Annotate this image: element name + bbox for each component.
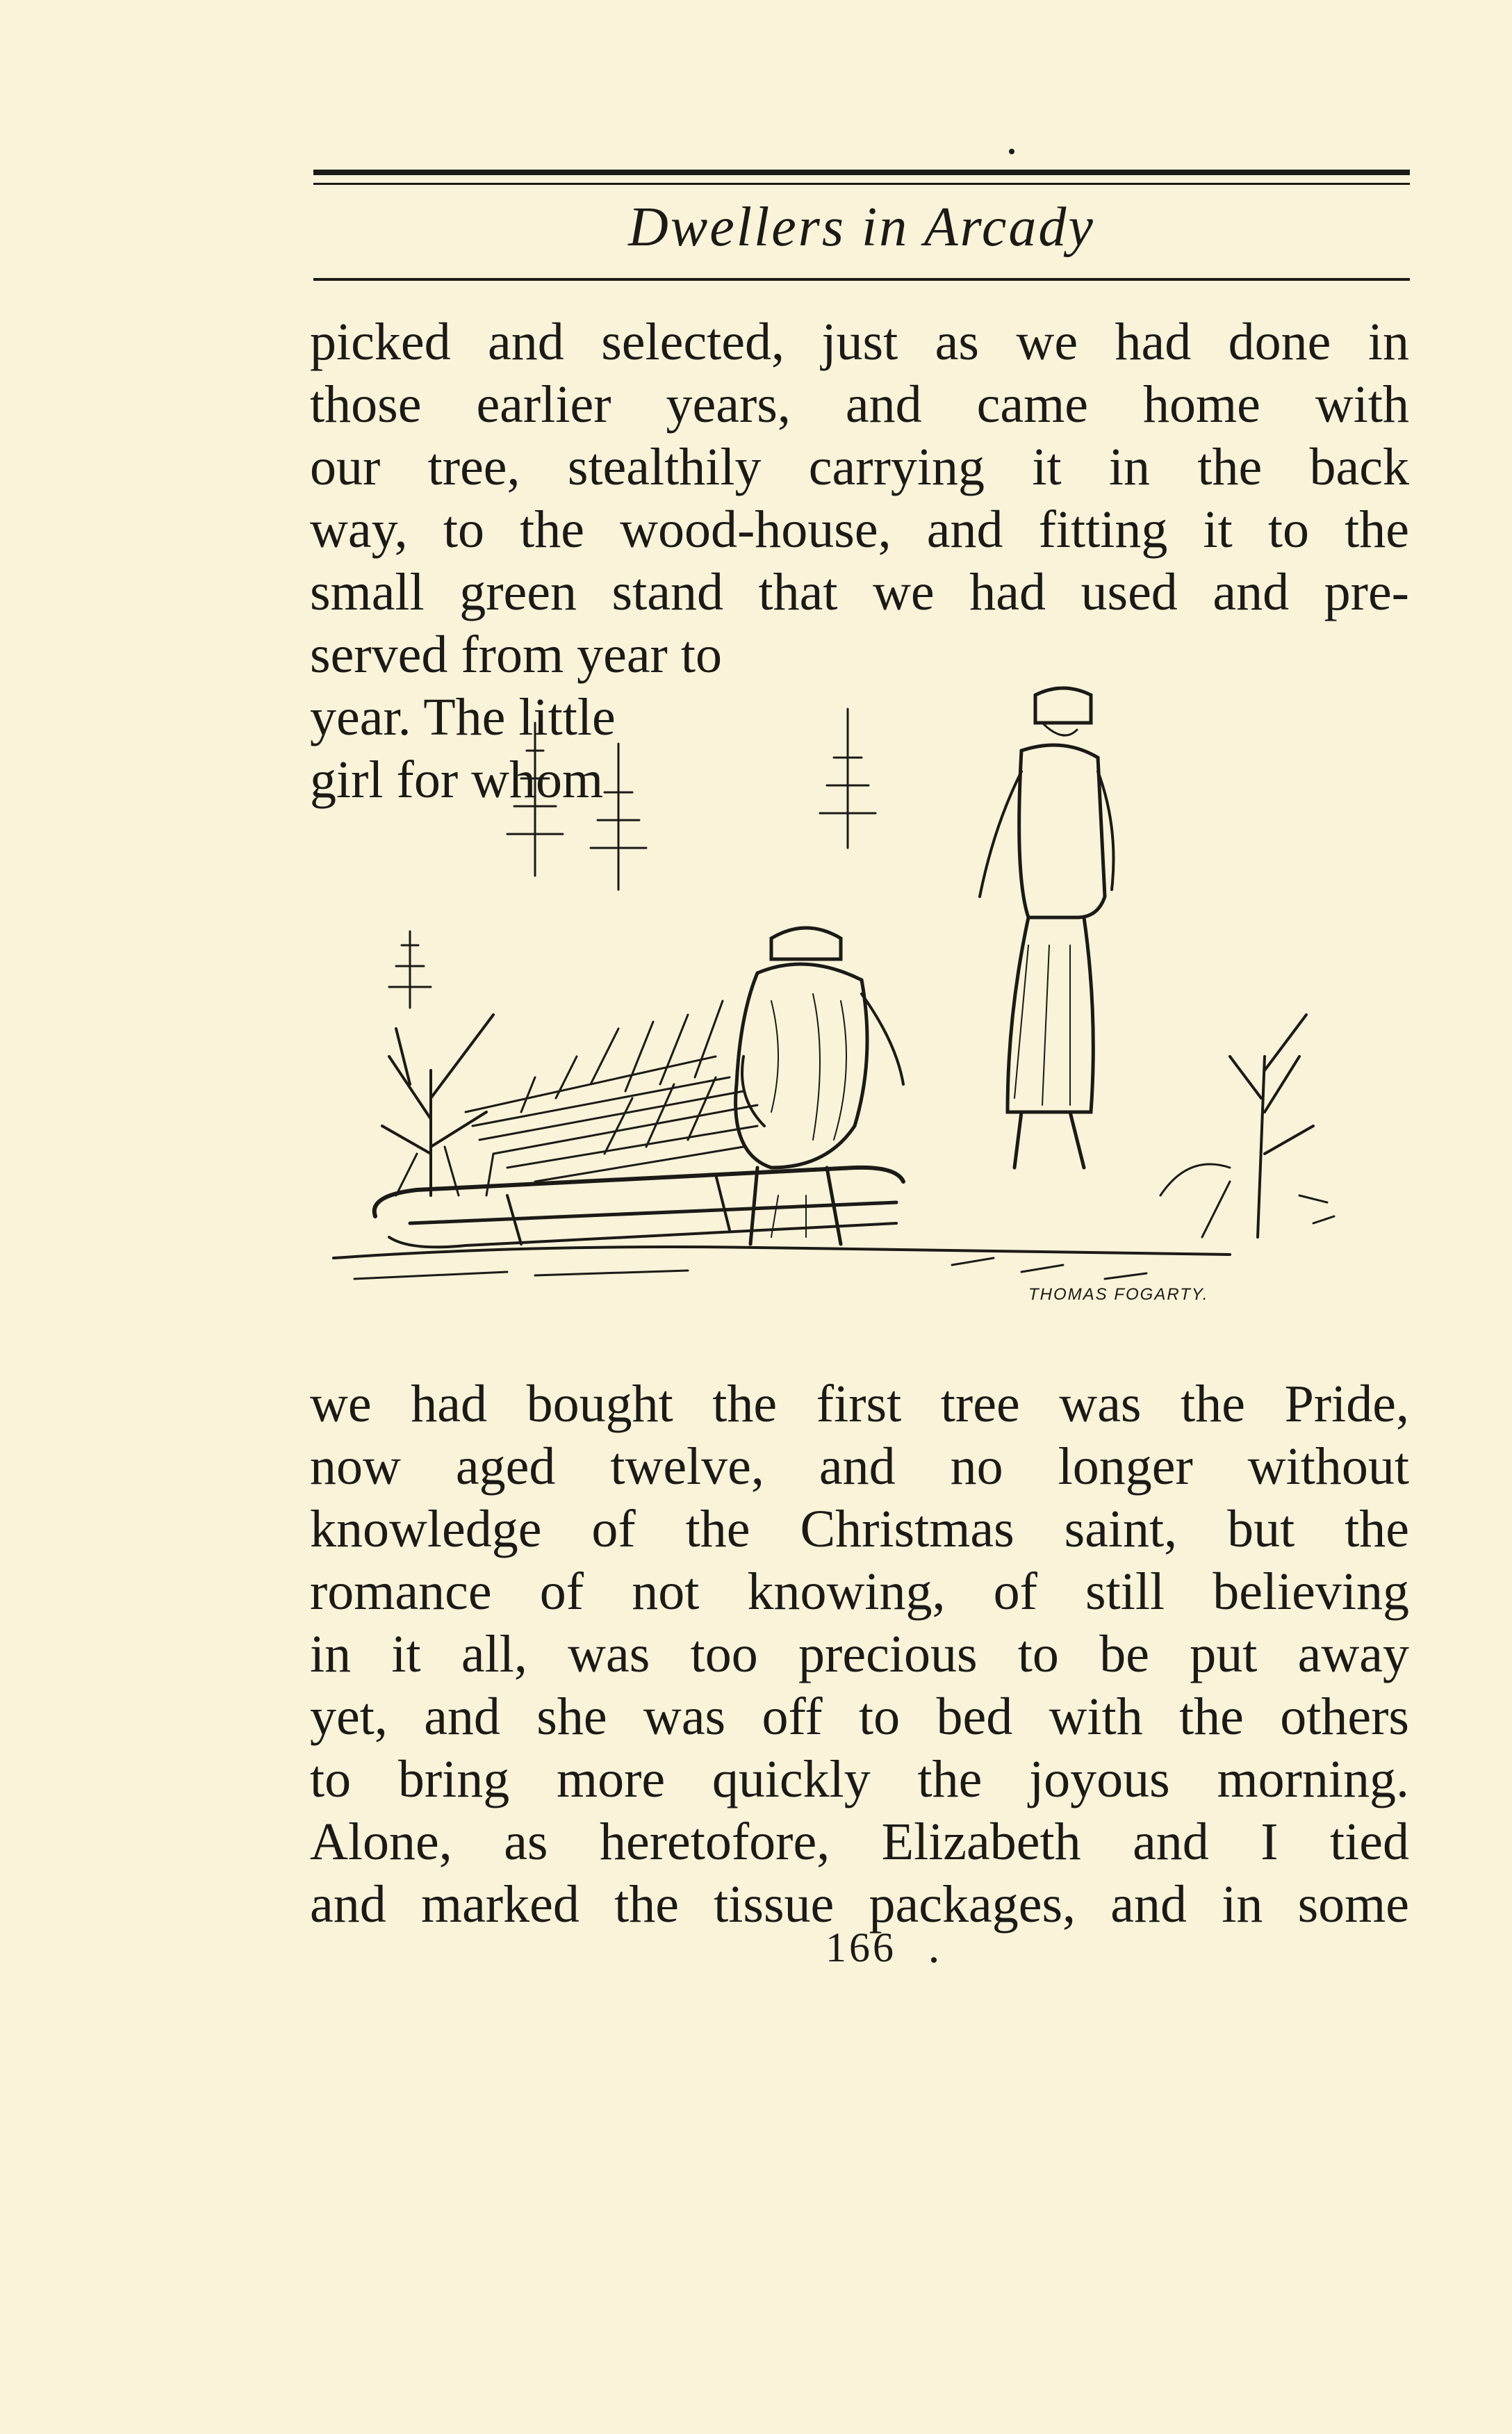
text-line: girl for whom bbox=[310, 751, 604, 809]
text-line: now aged twelve, and no longer without bbox=[310, 1437, 1409, 1496]
page-number-dot bbox=[931, 1957, 937, 1963]
text-line: year. The little bbox=[310, 688, 616, 746]
text-line: and marked the tissue packages, and in some bbox=[310, 1875, 1409, 1934]
text-line: yet, and she was off to bed with the others bbox=[310, 1688, 1409, 1746]
header-rule-thick bbox=[313, 170, 1410, 175]
text-line: in it all, was too precious to be put away bbox=[310, 1625, 1409, 1683]
text-line: small green stand that we had used and pre- bbox=[310, 563, 1409, 621]
text-line: way, to the wood-house, and fitting it to the bbox=[310, 500, 1409, 559]
pen-illustration bbox=[327, 667, 1355, 1334]
running-title: Dwellers in Arcady bbox=[628, 197, 1095, 258]
header-rule-thin bbox=[313, 183, 1410, 185]
ornament-dot bbox=[1009, 149, 1014, 154]
text-line: served from year to bbox=[310, 626, 722, 684]
text-line: picked and selected, just as we had done in bbox=[310, 313, 1409, 371]
text-line: Alone, as heretofore, Elizabeth and I tied bbox=[310, 1813, 1409, 1871]
page-number: 166 bbox=[825, 1925, 896, 1970]
text-line: to bring more quickly the joyous morning. bbox=[310, 1750, 1409, 1808]
text-line: we had bought the first tree was the Pride, bbox=[310, 1375, 1409, 1433]
text-line: knowledge of the Christmas saint, but the bbox=[310, 1500, 1409, 1558]
artist-signature: THOMAS FOGARTY. bbox=[1028, 1285, 1209, 1304]
text-line: our tree, stealthily carrying it in the back bbox=[310, 438, 1409, 496]
header-rule-bottom bbox=[313, 278, 1410, 281]
text-line: romance of not knowing, of still believing bbox=[310, 1562, 1409, 1621]
text-line: those earlier years, and came home with bbox=[310, 375, 1409, 434]
